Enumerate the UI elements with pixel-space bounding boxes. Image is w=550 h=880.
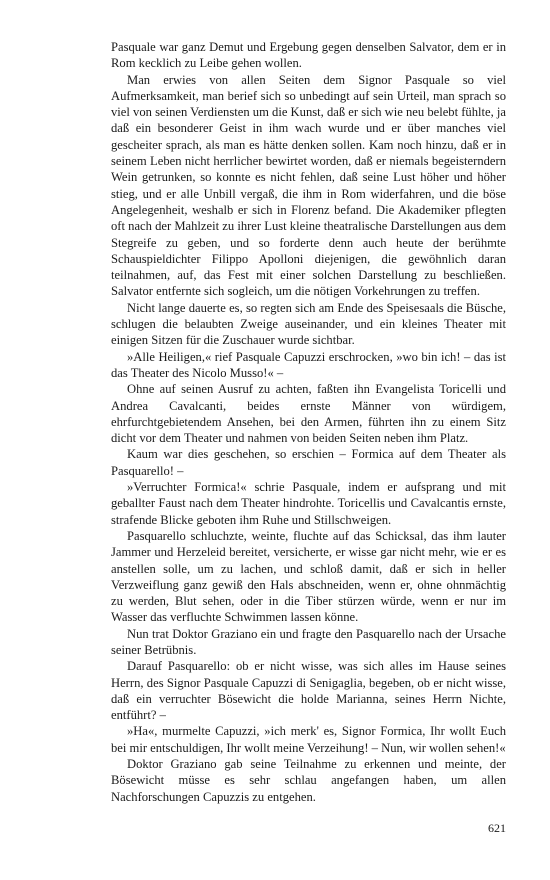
paragraph-9: Nun trat Doktor Graziano ein und fragte den Pasquarello nach der Ursache seiner Betrübnis. — [111, 626, 506, 657]
body-text — [111, 39, 506, 805]
paragraph-3: Nicht lange dauerte es, so regten sich am Ende des Speisesaals die Büsche, schlugen die belaubten Zweige auseinander, und ein kleines Theater mit einigen Sitzen für die Zuschauer wurde sichtbar. — [111, 300, 506, 348]
paragraph-7: »Verruchter Formica!« schrie Pasquale, indem er aufsprang und mit geballter Faust nach dem Theater hindrohte. Toricellis und Cavalcantis ernste, strafende Blicke geboten ihm Ruhe und Stillschweigen. — [111, 480, 506, 527]
paragraph-10: Darauf Pasquarello: ob er nicht wisse, was sich alles im Hause seines Herrn, des Signor Pasquale Capuzzi di Senigaglia, begeben, ob er nicht wisse, daß ein verruchter Bösewicht die holde Marianna, seines Herrn Nichte, entführt? – — [111, 659, 506, 723]
paragraph-12: Doktor Graziano gab seine Teilnahme zu erkennen und meinte, der Bösewicht müsse es sehr schlau angefangen haben, um allen Nachforschungen Capuzzis zu entgehen. — [111, 757, 506, 804]
paragraph-2: Man erwies von allen Seiten dem Signor Pasquale so viel Aufmerksamkeit, man berief sich so unbedingt auf sein Urteil, man sprach so viel von seinen Verdiensten um die Kunst, daß er sich wie neu belebt fühlte, ja daß ein besonderer Geist in ihm wach wurde und er über manches viel gescheiter sprach, als man es hätte denken sollen. Kam noch hinzu, daß er in seinem Leben nicht herrlicher bewirtet worden, daß er niemals begeisterndern Wein getrunken, so konnte es nicht fehlen, daß seine Lust höher und höher stieg, und er alle Unbill vergaß, die ihm in Rom widerfahren, und die böse Angelegenheit, weshalb er sich in Florenz befand. Die Akademiker pflegten oft nach der Mahlzeit zu ihrer Lust kleine theatralische Darstellungen aus dem Stegreife zu geben, und so forderte denn auch heute der berühmte Schauspieldichter Filippo Apolloni diejenigen, die gewöhnlich daran teilnahmen, auf, das Fest mit einer solchen Darstellung zu beschließen. Salvator entfernte sich sogleich, um die nötigen Vorkehrungen zu treffen. — [111, 72, 506, 299]
paragraph-8: Pasquarello schluchzte, weinte, fluchte auf das Schicksal, das ihm lauter Jammer und Herzeleid bereitet, versicherte, er wisse gar nicht mehr, wie er es anstellen solle, um zu lachen, und schloß damit, daß er sich in heller Verzweiflung ganz gewiß den Hals abschneiden, wenn er, ohne ohnmächtig zu werden, Blut sehen, oder in die Tiber stürzen würde, wenn er nur im Wasser das verfluchte Schwimmen lassen könne. — [111, 528, 506, 625]
page-number: 621 — [488, 821, 506, 835]
paragraph-1: Pasquale war ganz Demut und Ergebung gegen denselben Salvator, dem er in Rom kecklich zu Leibe gehen wollen. — [111, 40, 506, 71]
paragraph-6: Kaum war dies geschehen, so erschien – Formica auf dem Theater als Pasquarello! – — [111, 447, 506, 478]
paragraph-5: Ohne auf seinen Ausruf zu achten, faßten ihn Evangelista Toricelli und Andrea Cavalcanti, beides ernste Männer von würdigem, ehrfurchtgebietendem Ansehen, bei den Armen, führten ihn zu einem Sitz dicht vor dem Theater und nahmen von beiden Seiten neben ihm Platz. — [111, 382, 506, 446]
paragraph-11: »Ha«, murmelte Capuzzi, »ich merk' es, Signor Formica, Ihr wollt Euch bei mir entschuldigen, Ihr wollt meine Verzeihung! – Nun, wir wollen sehen!« — [111, 724, 506, 755]
paragraph-4: »Alle Heiligen,« rief Pasquale Capuzzi erschrocken, »wo bin ich! – das ist das Theater des Nicolo Musso!« – — [111, 349, 506, 380]
